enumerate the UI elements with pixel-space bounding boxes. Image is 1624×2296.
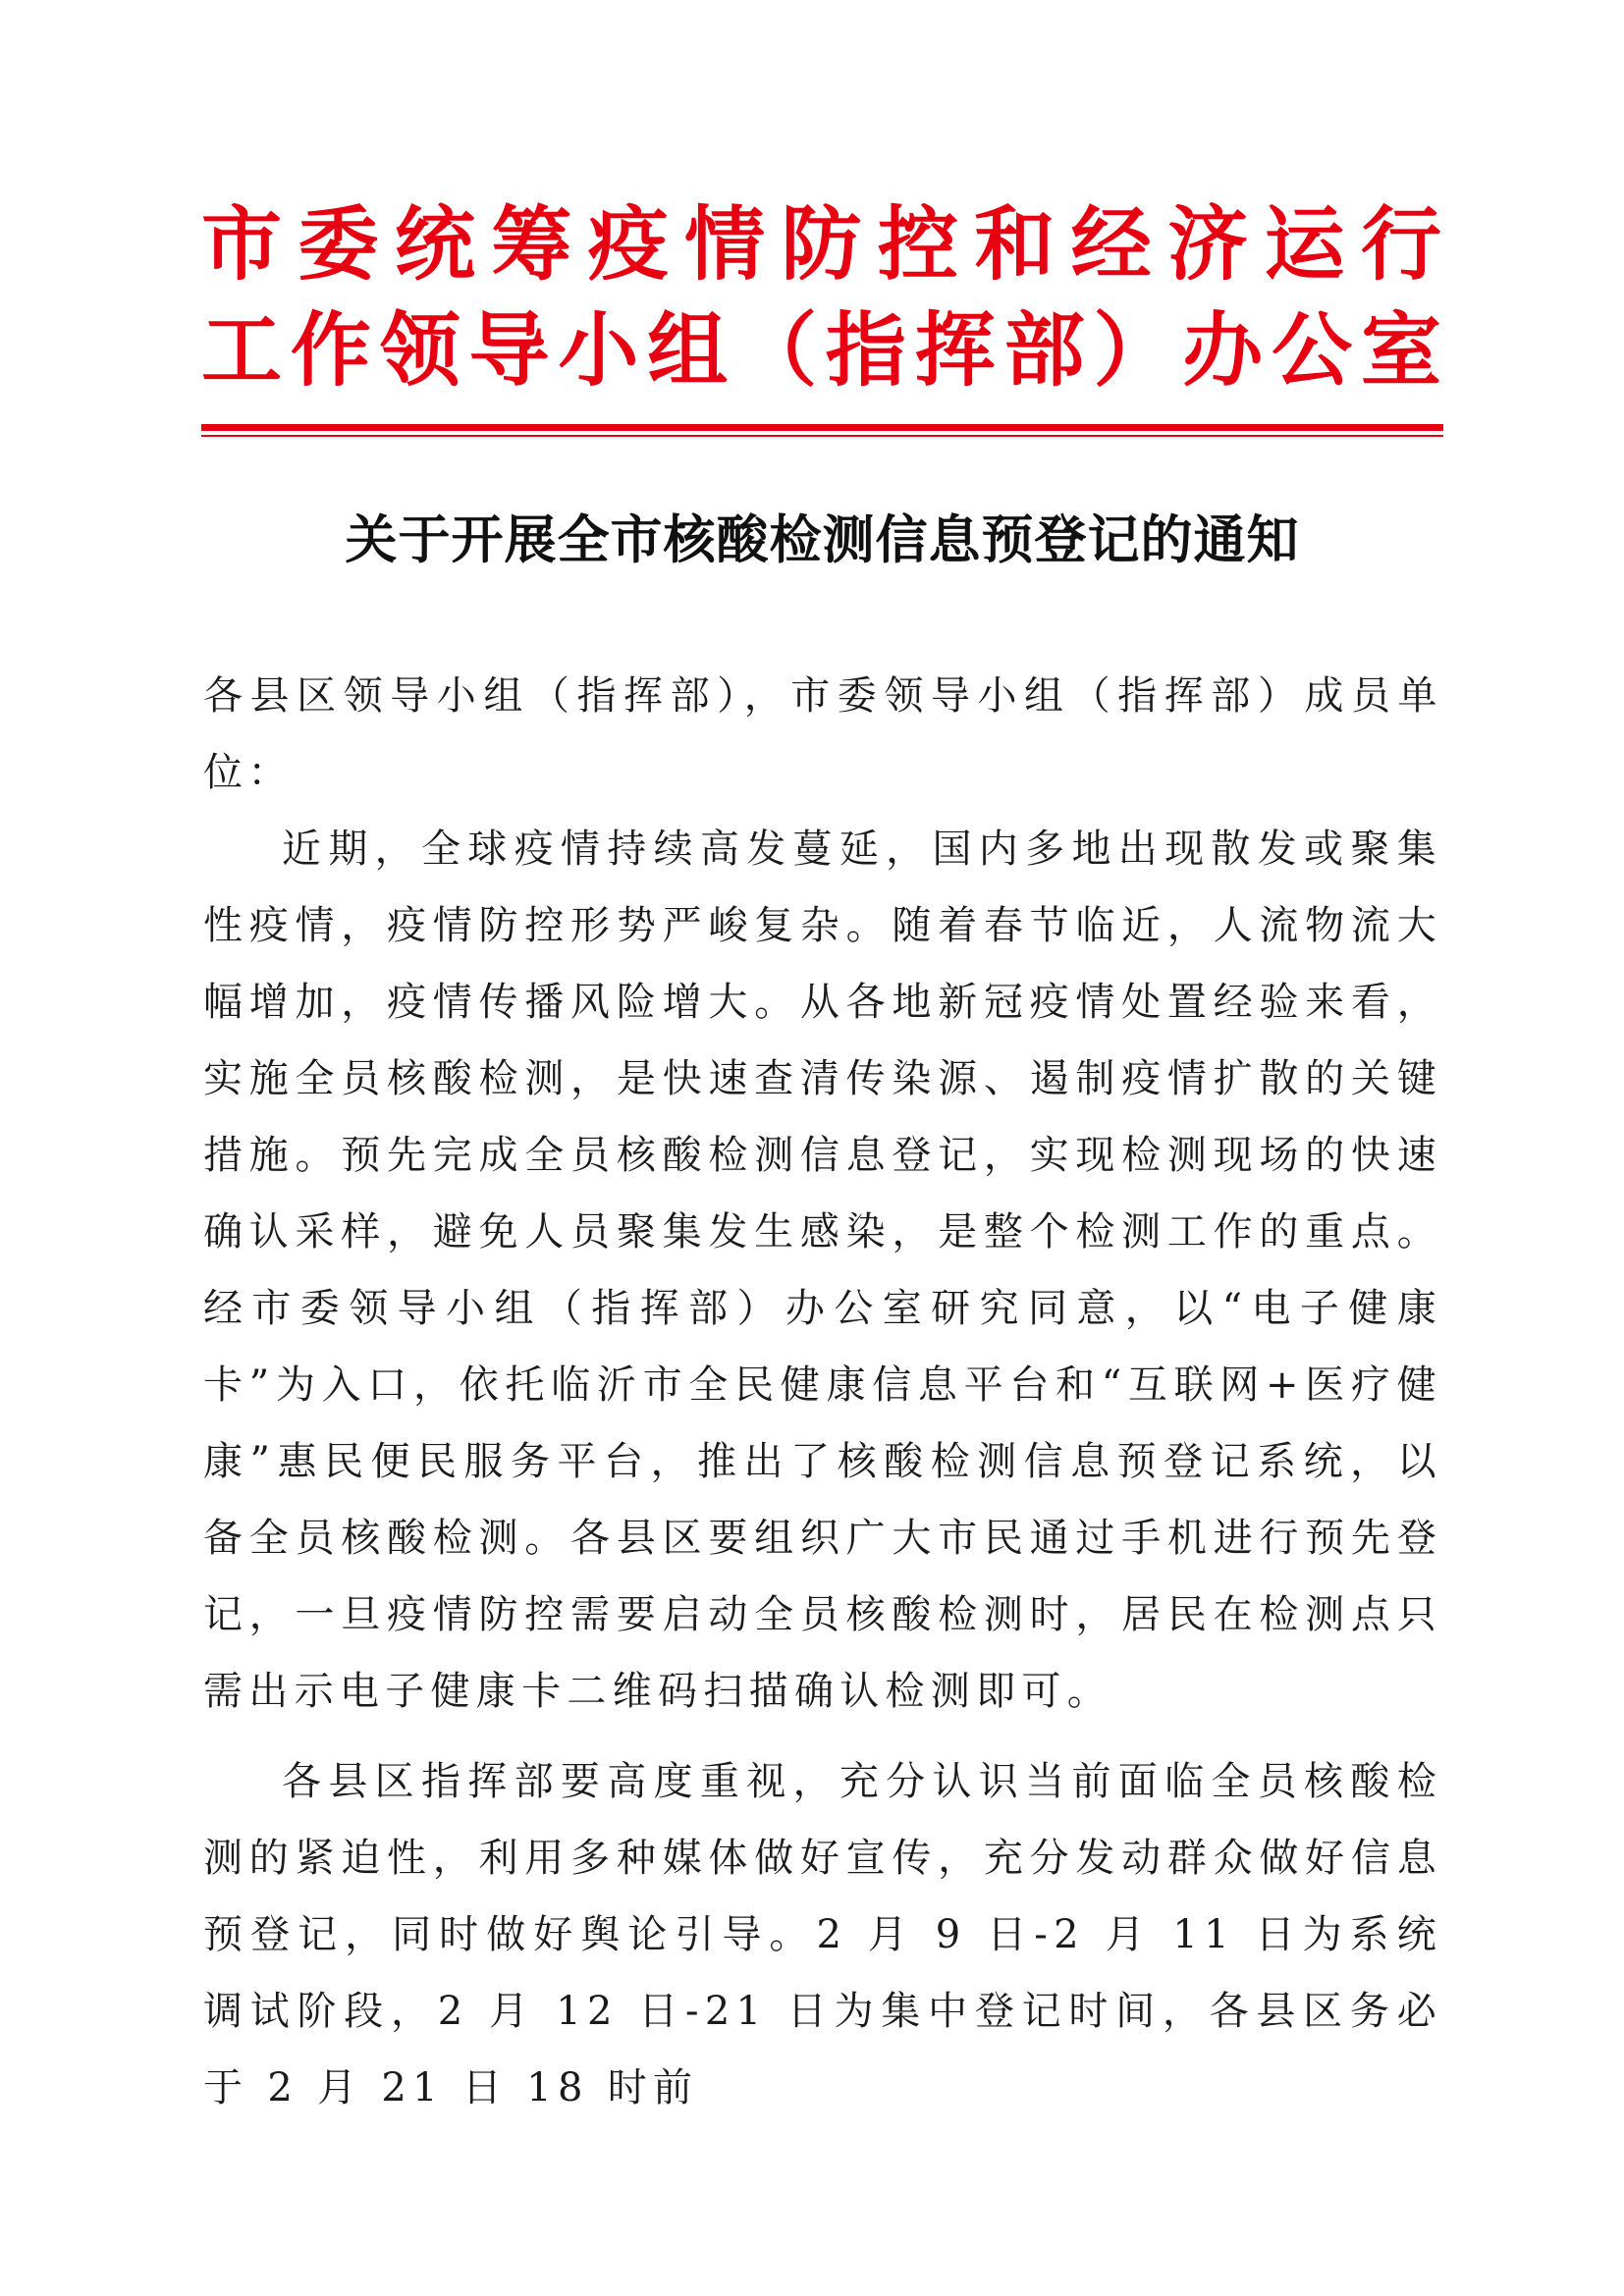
header-red-rule-thin [201, 435, 1443, 437]
body-paragraph-2: 各县区指挥部要高度重视，充分认识当前面临全员核酸检测的紧迫性，利用多种媒体做好宣传，充分发动群众做好信息预登记，同时做好舆论引导。2 月 9 日-2 月 11 日为系统调试阶段，2 月 12 日-21 日为集中登记时间，各县区务必于 2 月 21 日 18 时前 [203, 1759, 1442, 2110]
issuing-office-line-1: 市委统筹疫情防控和经济运行 [201, 197, 1443, 292]
document-title: 关于开展全市核酸检测信息预登记的通知 [345, 509, 1300, 570]
issuing-office-line-2: 工作领导小组（指挥部）办公室 [201, 303, 1443, 398]
body-paragraph-1: 近期，全球疫情持续高发蔓延，国内多地出现散发或聚集性疫情，疫情防控形势严峻复杂。随着春节临近，人流物流大幅增加，疫情传播风险增大。从各地新冠疫情处置经验来看，实施全员核酸检测，是快速查清传染源、遏制疫情扩散的关键措施。预先完成全员核酸检测信息登记，实现检测现场的快速确认采样，避免人员聚集发生感染，是整个检测工作的重点。经市委领导小组（指挥部）办公室研究同意，以“电子健康卡”为入口，依托临沂市全民健康信息平台和“互联网+医疗健康”惠民便民服务平台，推出了核酸检测信息预登记系统，以备全员核酸检测。各县区要组织广大市民通过手机进行预先登记，一旦疫情防控需要启动全员核酸检测时，居民在检测点只需出示电子健康卡二维码扫描确认检测即可。 [203, 827, 1442, 1714]
issuing-office-header [201, 191, 1443, 403]
salutation: 各县区领导小组（指挥部），市委领导小组（指挥部）成员单位： [203, 673, 1442, 795]
document-body [203, 658, 1442, 2126]
header-red-rule-thick [201, 424, 1443, 431]
